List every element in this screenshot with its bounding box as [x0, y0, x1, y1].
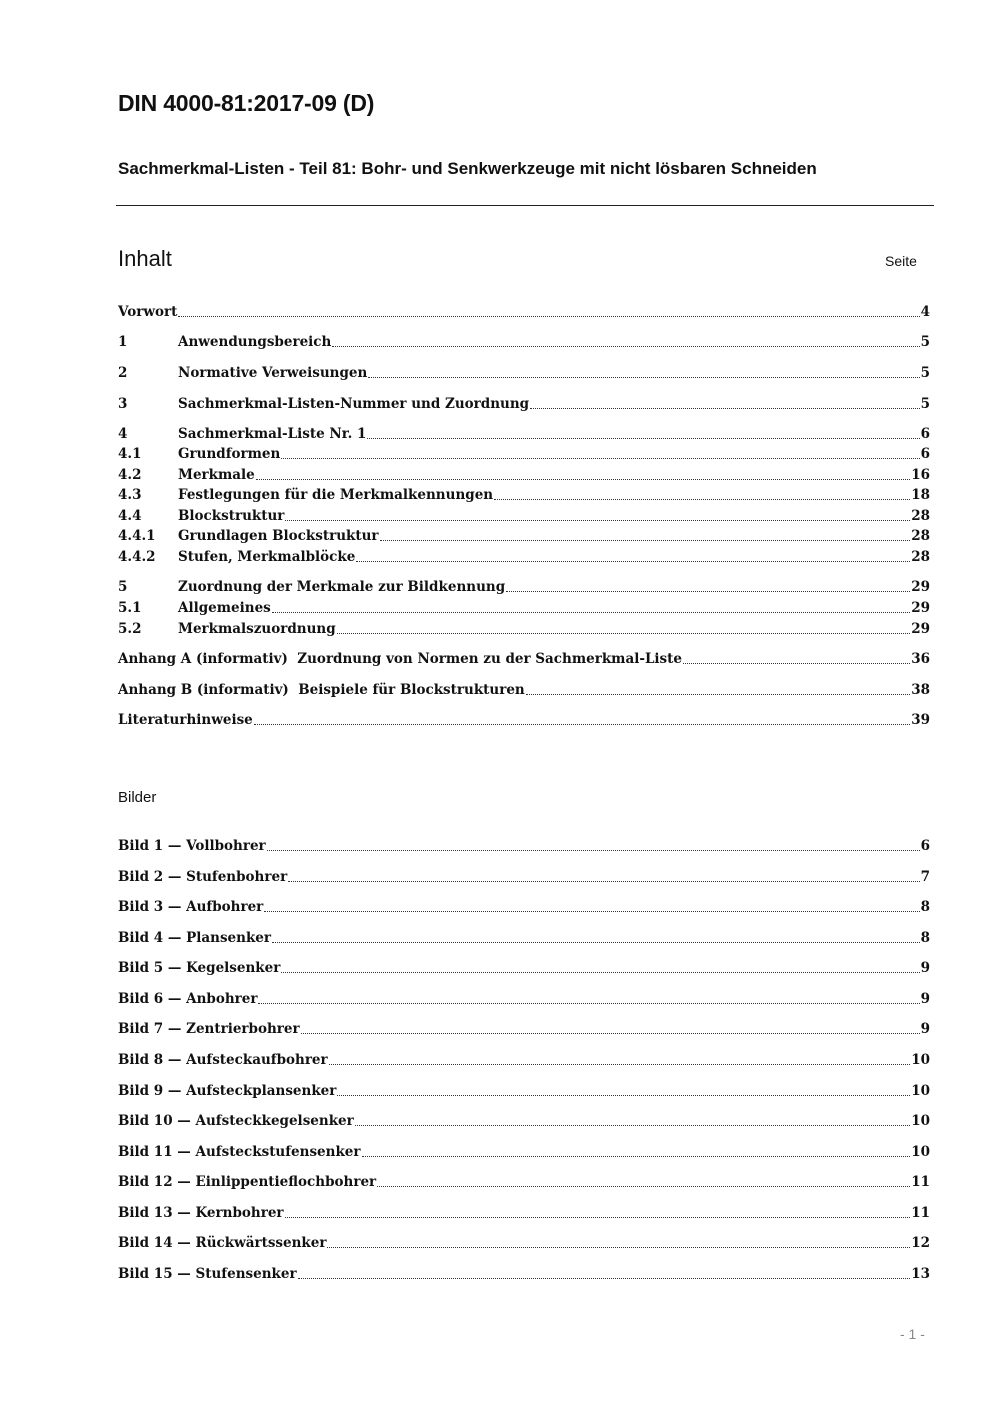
- toc-entry-number: 4.4: [118, 508, 142, 524]
- toc-leader-dots: [362, 1155, 911, 1157]
- toc-entry-page: 29: [911, 600, 930, 616]
- toc-entry[interactable]: [118, 526, 930, 546]
- figure-entry-page: 10: [911, 1052, 930, 1068]
- toc-entry-number: 5.2: [118, 621, 142, 637]
- figure-entry[interactable]: [118, 867, 930, 887]
- figure-entry[interactable]: [118, 1233, 930, 1253]
- figure-entry[interactable]: [118, 1203, 930, 1223]
- toc-leader-dots: [530, 407, 919, 409]
- toc-entry-page: 29: [911, 621, 930, 637]
- toc-leader-dots: [337, 632, 911, 634]
- toc-entry-title: Grundlagen Blockstruktur: [178, 528, 379, 544]
- figure-entry-title: Bild 4 — Plansenker: [118, 930, 272, 946]
- toc-leader-dots: [281, 971, 919, 973]
- toc-entry-title: Vorwort: [118, 304, 178, 320]
- toc-leader-dots: [264, 910, 919, 912]
- toc-page-label: Seite: [885, 253, 917, 269]
- toc-entry-page: 4: [920, 304, 930, 320]
- toc-entry-title: Zuordnung der Merkmale zur Bildkennung: [178, 579, 506, 595]
- toc-entry[interactable]: [118, 363, 930, 383]
- toc-entry-number: 5: [118, 579, 128, 595]
- toc-leader-dots: [377, 1185, 910, 1187]
- toc-entry[interactable]: [118, 444, 930, 464]
- figure-entry-page: 13: [911, 1266, 930, 1282]
- figure-entry-title: Bild 10 — Aufsteckkegelsenker: [118, 1113, 354, 1129]
- toc-leader-dots: [683, 662, 910, 664]
- toc-entry[interactable]: [118, 506, 930, 526]
- toc-entry-number: 1: [118, 334, 128, 350]
- toc-leader-dots: [267, 849, 920, 851]
- figure-entry-title: Bild 7 — Zentrierbohrer: [118, 1021, 300, 1037]
- toc-entry[interactable]: [118, 619, 930, 639]
- toc-entry-title: Blockstruktur: [178, 508, 285, 524]
- figure-entry-title: Bild 11 — Aufsteckstufensenker: [118, 1144, 361, 1160]
- figure-entry[interactable]: [118, 1172, 930, 1192]
- figure-entry[interactable]: [118, 1019, 930, 1039]
- toc-entry[interactable]: [118, 485, 930, 505]
- figure-entry-page: 9: [920, 960, 930, 976]
- toc-leader-dots: [272, 611, 910, 613]
- figure-entry-page: 11: [911, 1205, 930, 1221]
- figure-entry-title: Bild 1 — Vollbohrer: [118, 838, 266, 854]
- toc-entry-number: 5.1: [118, 600, 142, 616]
- toc-leader-dots: [327, 1246, 910, 1248]
- toc-entry-number: 3: [118, 396, 128, 412]
- toc-heading: Inhalt: [118, 246, 172, 271]
- toc-entry-title: Anhang A (informativ) Zuordnung von Normen zu der Sachmerkmal-Liste: [118, 651, 682, 667]
- figure-entry[interactable]: [118, 1111, 930, 1131]
- figure-entry[interactable]: [118, 1050, 930, 1070]
- figure-entry-title: Bild 6 — Anbohrer: [118, 991, 258, 1007]
- toc-leader-dots: [258, 1002, 919, 1004]
- toc-leader-dots: [494, 498, 910, 500]
- toc-entry-page: 6: [920, 426, 930, 442]
- toc-leader-dots: [526, 693, 910, 695]
- toc-entry[interactable]: [118, 649, 930, 669]
- toc-leader-dots: [355, 1124, 910, 1126]
- toc-entry-number: 4.4.1: [118, 528, 156, 544]
- document-title: DIN 4000-81:2017-09 (D): [118, 90, 375, 116]
- toc-leader-dots: [368, 376, 919, 378]
- figure-entry-page: 8: [920, 930, 930, 946]
- figure-entry[interactable]: [118, 1264, 930, 1284]
- toc-entry-page: 28: [911, 528, 930, 544]
- figure-entry-page: 10: [911, 1113, 930, 1129]
- figure-entry-title: Bild 8 — Aufsteckaufbohrer: [118, 1052, 328, 1068]
- toc-entry-title: Grundformen: [178, 446, 281, 462]
- figure-entry[interactable]: [118, 989, 930, 1009]
- figure-entry-title: Bild 13 — Kernbohrer: [118, 1205, 284, 1221]
- toc-entry-title: Normative Verweisungen: [178, 365, 368, 381]
- toc-entry-page: 28: [911, 549, 930, 565]
- toc-entry[interactable]: [118, 547, 930, 567]
- figure-entry[interactable]: [118, 1142, 930, 1162]
- toc-entry[interactable]: [118, 424, 930, 444]
- toc-entry-number: 2: [118, 365, 128, 381]
- document-subtitle: Sachmerkmal-Listen - Teil 81: Bohr- und Senkwerkzeuge mit nicht lösbaren Schneiden: [118, 159, 817, 178]
- figure-entry-title: Bild 15 — Stufensenker: [118, 1266, 297, 1282]
- figure-entry-title: Bild 2 — Stufenbohrer: [118, 869, 288, 885]
- figure-entry-title: Bild 9 — Aufsteckplansenker: [118, 1083, 337, 1099]
- figure-entry-title: Bild 12 — Einlippentieflochbohrer: [118, 1174, 377, 1190]
- toc-entry-page: 6: [920, 446, 930, 462]
- toc-entry-page: 28: [911, 508, 930, 524]
- figure-entry-page: 9: [920, 1021, 930, 1037]
- toc-entry-page: 5: [920, 365, 930, 381]
- toc-entry-page: 38: [911, 682, 930, 698]
- toc-entry[interactable]: [118, 710, 930, 730]
- toc-entry-number: 4.1: [118, 446, 142, 462]
- toc-leader-dots: [178, 315, 919, 317]
- toc-entry-title: Anwendungsbereich: [178, 334, 332, 350]
- figure-entry[interactable]: [118, 836, 930, 856]
- toc-leader-dots: [301, 1032, 920, 1034]
- figure-entry-title: Bild 5 — Kegelsenker: [118, 960, 281, 976]
- toc-entry[interactable]: [118, 302, 930, 322]
- toc-entry-title: Literaturhinweise: [118, 712, 253, 728]
- figure-entry-page: 7: [920, 869, 930, 885]
- toc-leader-dots: [380, 539, 911, 541]
- toc-leader-dots: [332, 345, 919, 347]
- toc-entry[interactable]: [118, 394, 930, 414]
- toc-entry-page: 39: [911, 712, 930, 728]
- toc-leader-dots: [272, 941, 920, 943]
- toc-leader-dots: [281, 457, 919, 459]
- figures-heading: Bilder: [118, 789, 157, 806]
- toc-entry[interactable]: [118, 332, 930, 352]
- figure-entry-page: 9: [920, 991, 930, 1007]
- toc-entry[interactable]: [118, 465, 930, 485]
- figure-entry-title: Bild 3 — Aufbohrer: [118, 899, 264, 915]
- toc-entry-page: 5: [920, 396, 930, 412]
- toc-entry-page: 36: [911, 651, 930, 667]
- toc-entry-title: Merkmalszuordnung: [178, 621, 336, 637]
- toc-entry-number: 4.3: [118, 487, 142, 503]
- toc-leader-dots: [288, 880, 919, 882]
- toc-leader-dots: [298, 1277, 911, 1279]
- figure-entry[interactable]: [118, 928, 930, 948]
- toc-entry-page: 16: [911, 467, 930, 483]
- toc-leader-dots: [285, 1216, 911, 1218]
- toc-entry-title: Festlegungen für die Merkmalkennungen: [178, 487, 494, 503]
- toc-entry-title: Stufen, Merkmalblöcke: [178, 549, 356, 565]
- toc-entry-title: Anhang B (informativ) Beispiele für Blockstrukturen: [118, 682, 525, 698]
- figure-entry-page: 11: [911, 1174, 930, 1190]
- toc-entry-page: 5: [920, 334, 930, 350]
- figure-entry-page: 6: [920, 838, 930, 854]
- toc-leader-dots: [506, 590, 910, 592]
- figure-entry-page: 8: [920, 899, 930, 915]
- toc-entry-title: Merkmale: [178, 467, 255, 483]
- toc-entry-title: Sachmerkmal-Listen-Nummer und Zuordnung: [178, 396, 530, 412]
- figure-entry[interactable]: [118, 897, 930, 917]
- toc-leader-dots: [337, 1094, 910, 1096]
- toc-entry[interactable]: [118, 680, 930, 700]
- toc-leader-dots: [367, 437, 919, 439]
- toc-entry-number: 4: [118, 426, 128, 442]
- figure-entry-title: Bild 14 — Rückwärtssenker: [118, 1235, 327, 1251]
- toc-entry-title: Allgemeines: [178, 600, 271, 616]
- toc-leader-dots: [285, 519, 910, 521]
- figure-entry-page: 10: [911, 1144, 930, 1160]
- figure-entry-page: 10: [911, 1083, 930, 1099]
- toc-leader-dots: [329, 1063, 911, 1065]
- title-divider: [116, 205, 934, 206]
- toc-entry-number: 4.2: [118, 467, 142, 483]
- figure-entry[interactable]: [118, 1081, 930, 1101]
- page-number: - 1 -: [900, 1326, 925, 1342]
- figure-entry-page: 12: [911, 1235, 930, 1251]
- toc-entry-page: 18: [911, 487, 930, 503]
- toc-leader-dots: [256, 478, 910, 480]
- figure-entry[interactable]: [118, 958, 930, 978]
- toc-entry-number: 4.4.2: [118, 549, 156, 565]
- toc-entry[interactable]: [118, 577, 930, 597]
- toc-entry[interactable]: [118, 598, 930, 618]
- toc-entry-title: Sachmerkmal-Liste Nr. 1: [178, 426, 367, 442]
- toc-leader-dots: [356, 560, 910, 562]
- toc-entry-page: 29: [911, 579, 930, 595]
- toc-leader-dots: [254, 723, 910, 725]
